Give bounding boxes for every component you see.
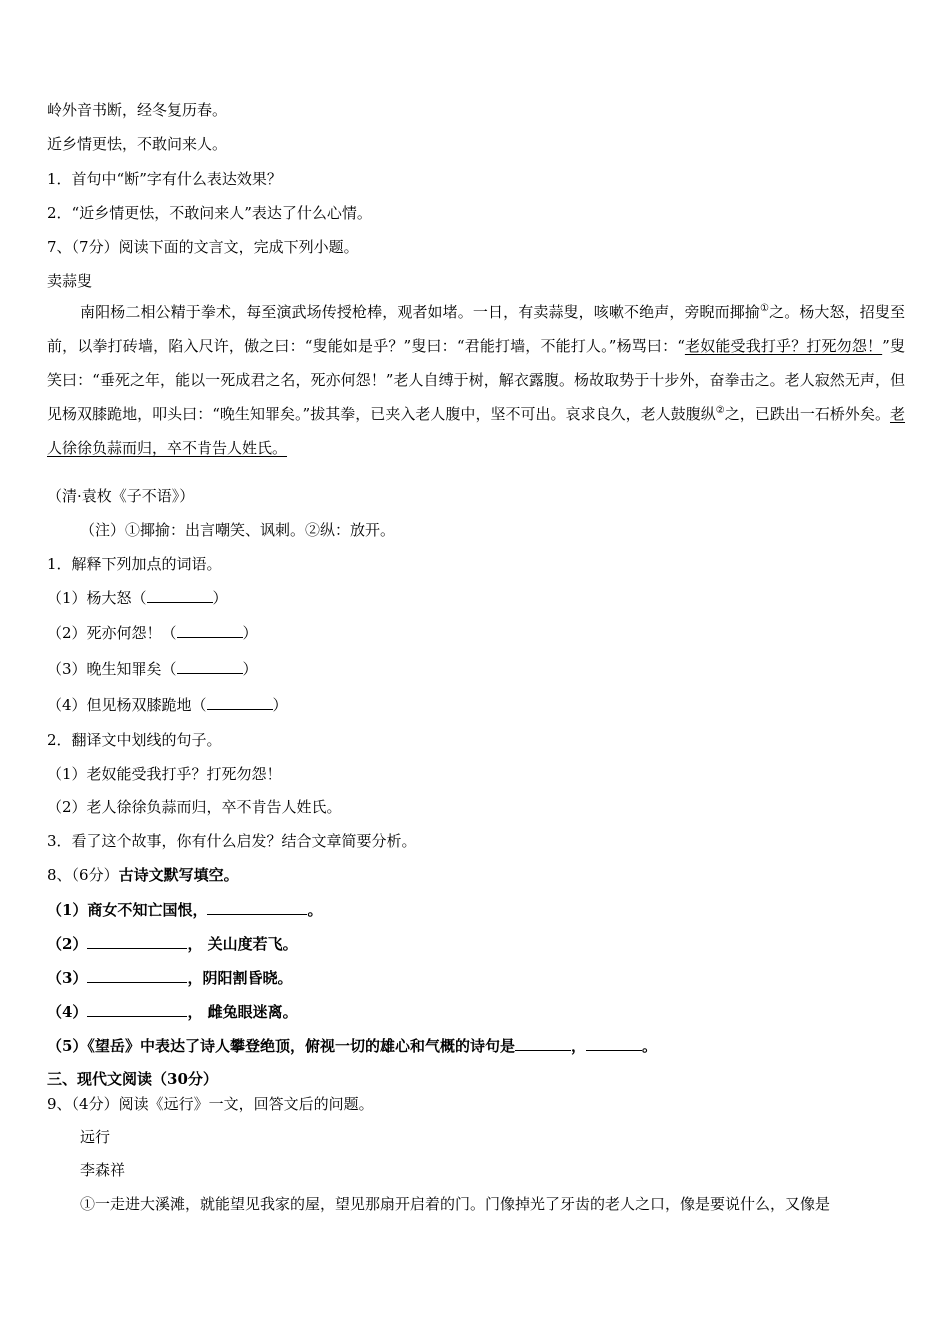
q7-sub2: 2．翻译文中划线的句子。 — [47, 731, 222, 749]
article-author: 李森祥 — [80, 1161, 126, 1179]
q7-sub1: 1．解释下列加点的词语。 — [47, 555, 222, 573]
q6-sub2: 2．“近乡情更怯，不敢问来人”表达了什么心情。 — [47, 204, 372, 222]
answer-blank[interactable] — [87, 1001, 187, 1017]
translate-item-1: （1）老奴能受我打乎？打死勿怨！ — [47, 765, 282, 783]
underlined-sentence-1: 老奴能受我打乎？打死勿怨！ — [684, 337, 883, 355]
q7-heading: 7、（7分）阅读下面的文言文，完成下列小题。 — [47, 238, 359, 256]
passage-part-1: 南阳杨二相公精于拳术，每至演武场传授枪棒，观者如堵。一日，有卖蒜叟，咳嗽不绝声，旁睨而揶揄 — [80, 303, 761, 321]
passage-part-3: ”叟笑曰：“垂死之年，能以一死成君之名，死亦何怨！”老人自缚于树，解衣露腹。杨故取势于十步外，奋拳击之。老人寂然无声，但见杨双膝跪地，叩头曰：“晚生知罪矣。”拔其拳，已夹入老人腹中，坚不可出。哀求良久，老人鼓腹纵 — [47, 337, 905, 423]
vocab-item-2: （2）死亦何怨！（ ） — [47, 624, 258, 642]
q8-line-1: （1）商女不知亡国恨， 。 — [47, 901, 323, 919]
q7-sub3: 3．看了这个故事，你有什么启发？结合文章简要分析。 — [47, 832, 417, 850]
q8-line-3: （3） ，阴阳割昏晓。 — [47, 969, 293, 987]
answer-blank[interactable] — [87, 967, 187, 983]
vocab-item-4: （4）但见杨双膝跪地（ ） — [47, 696, 288, 714]
poem-line-2: 近乡情更怯，不敢问来人。 — [47, 135, 228, 153]
note-marker-2: ② — [715, 405, 725, 416]
answer-blank[interactable] — [515, 1035, 571, 1051]
q7-passage — [47, 295, 905, 465]
vocab-item-3: （3）晚生知罪矣（ ） — [47, 660, 258, 678]
underlined-sentence-2: 老人徐徐负蒜而归，卒不肯告人姓氏。 — [47, 405, 906, 457]
answer-blank[interactable] — [87, 933, 187, 949]
answer-blank[interactable] — [586, 1035, 642, 1051]
q8-heading: 8、（6分）古诗文默写填空。 — [47, 866, 239, 884]
answer-blank[interactable] — [207, 899, 307, 915]
q7-source: （清·袁枚《子不语》） — [47, 487, 195, 505]
article-paragraph-1: ①一走进大溪滩，就能望见我家的屋，望见那扇开启着的门。门像掉光了牙齿的老人之口，像是要说什么，又像是 — [80, 1195, 831, 1213]
q8-line-5: （5）《望岳》中表达了诗人攀登绝顶，俯视一切的雄心和气概的诗句是 ， 。 — [47, 1037, 657, 1055]
q6-sub1: 1．首句中“断”字有什么表达效果？ — [47, 170, 282, 188]
q9-heading: 9、（4分）阅读《远行》一文，回答文后的问题。 — [47, 1095, 374, 1113]
vocab-item-1: （1）杨大怒（ ） — [47, 589, 228, 607]
q8-line-4: （4） ， 雌兔眼迷离。 — [47, 1003, 298, 1021]
q7-title: 卖蒜叟 — [47, 272, 93, 290]
answer-blank[interactable] — [207, 694, 273, 710]
answer-blank[interactable] — [177, 658, 243, 674]
q7-annotation: （注）①揶揄：出言嘲笑、讽刺。②纵：放开。 — [80, 521, 396, 539]
answer-blank[interactable] — [147, 587, 213, 603]
passage-part-4: 之，已跌出一石桥外矣。 — [724, 405, 890, 423]
poem-line-1: 岭外音书断，经冬复历春。 — [47, 101, 228, 119]
q8-line-2: （2） ， 关山度若飞。 — [47, 935, 298, 953]
section-heading: 三、现代文阅读（30分） — [47, 1070, 218, 1088]
answer-blank[interactable] — [177, 622, 243, 638]
note-marker-1: ① — [760, 303, 770, 314]
translate-item-2: （2）老人徐徐负蒜而归，卒不肯告人姓氏。 — [47, 798, 342, 816]
passage-part-2: 之。杨大怒，招叟至前，以拳打砖墙，陷入尺许，傲之曰：“叟能如是乎？”叟曰：“君能打墙，不能打人。”杨骂曰：“ — [47, 303, 905, 355]
article-title: 远行 — [80, 1128, 111, 1146]
